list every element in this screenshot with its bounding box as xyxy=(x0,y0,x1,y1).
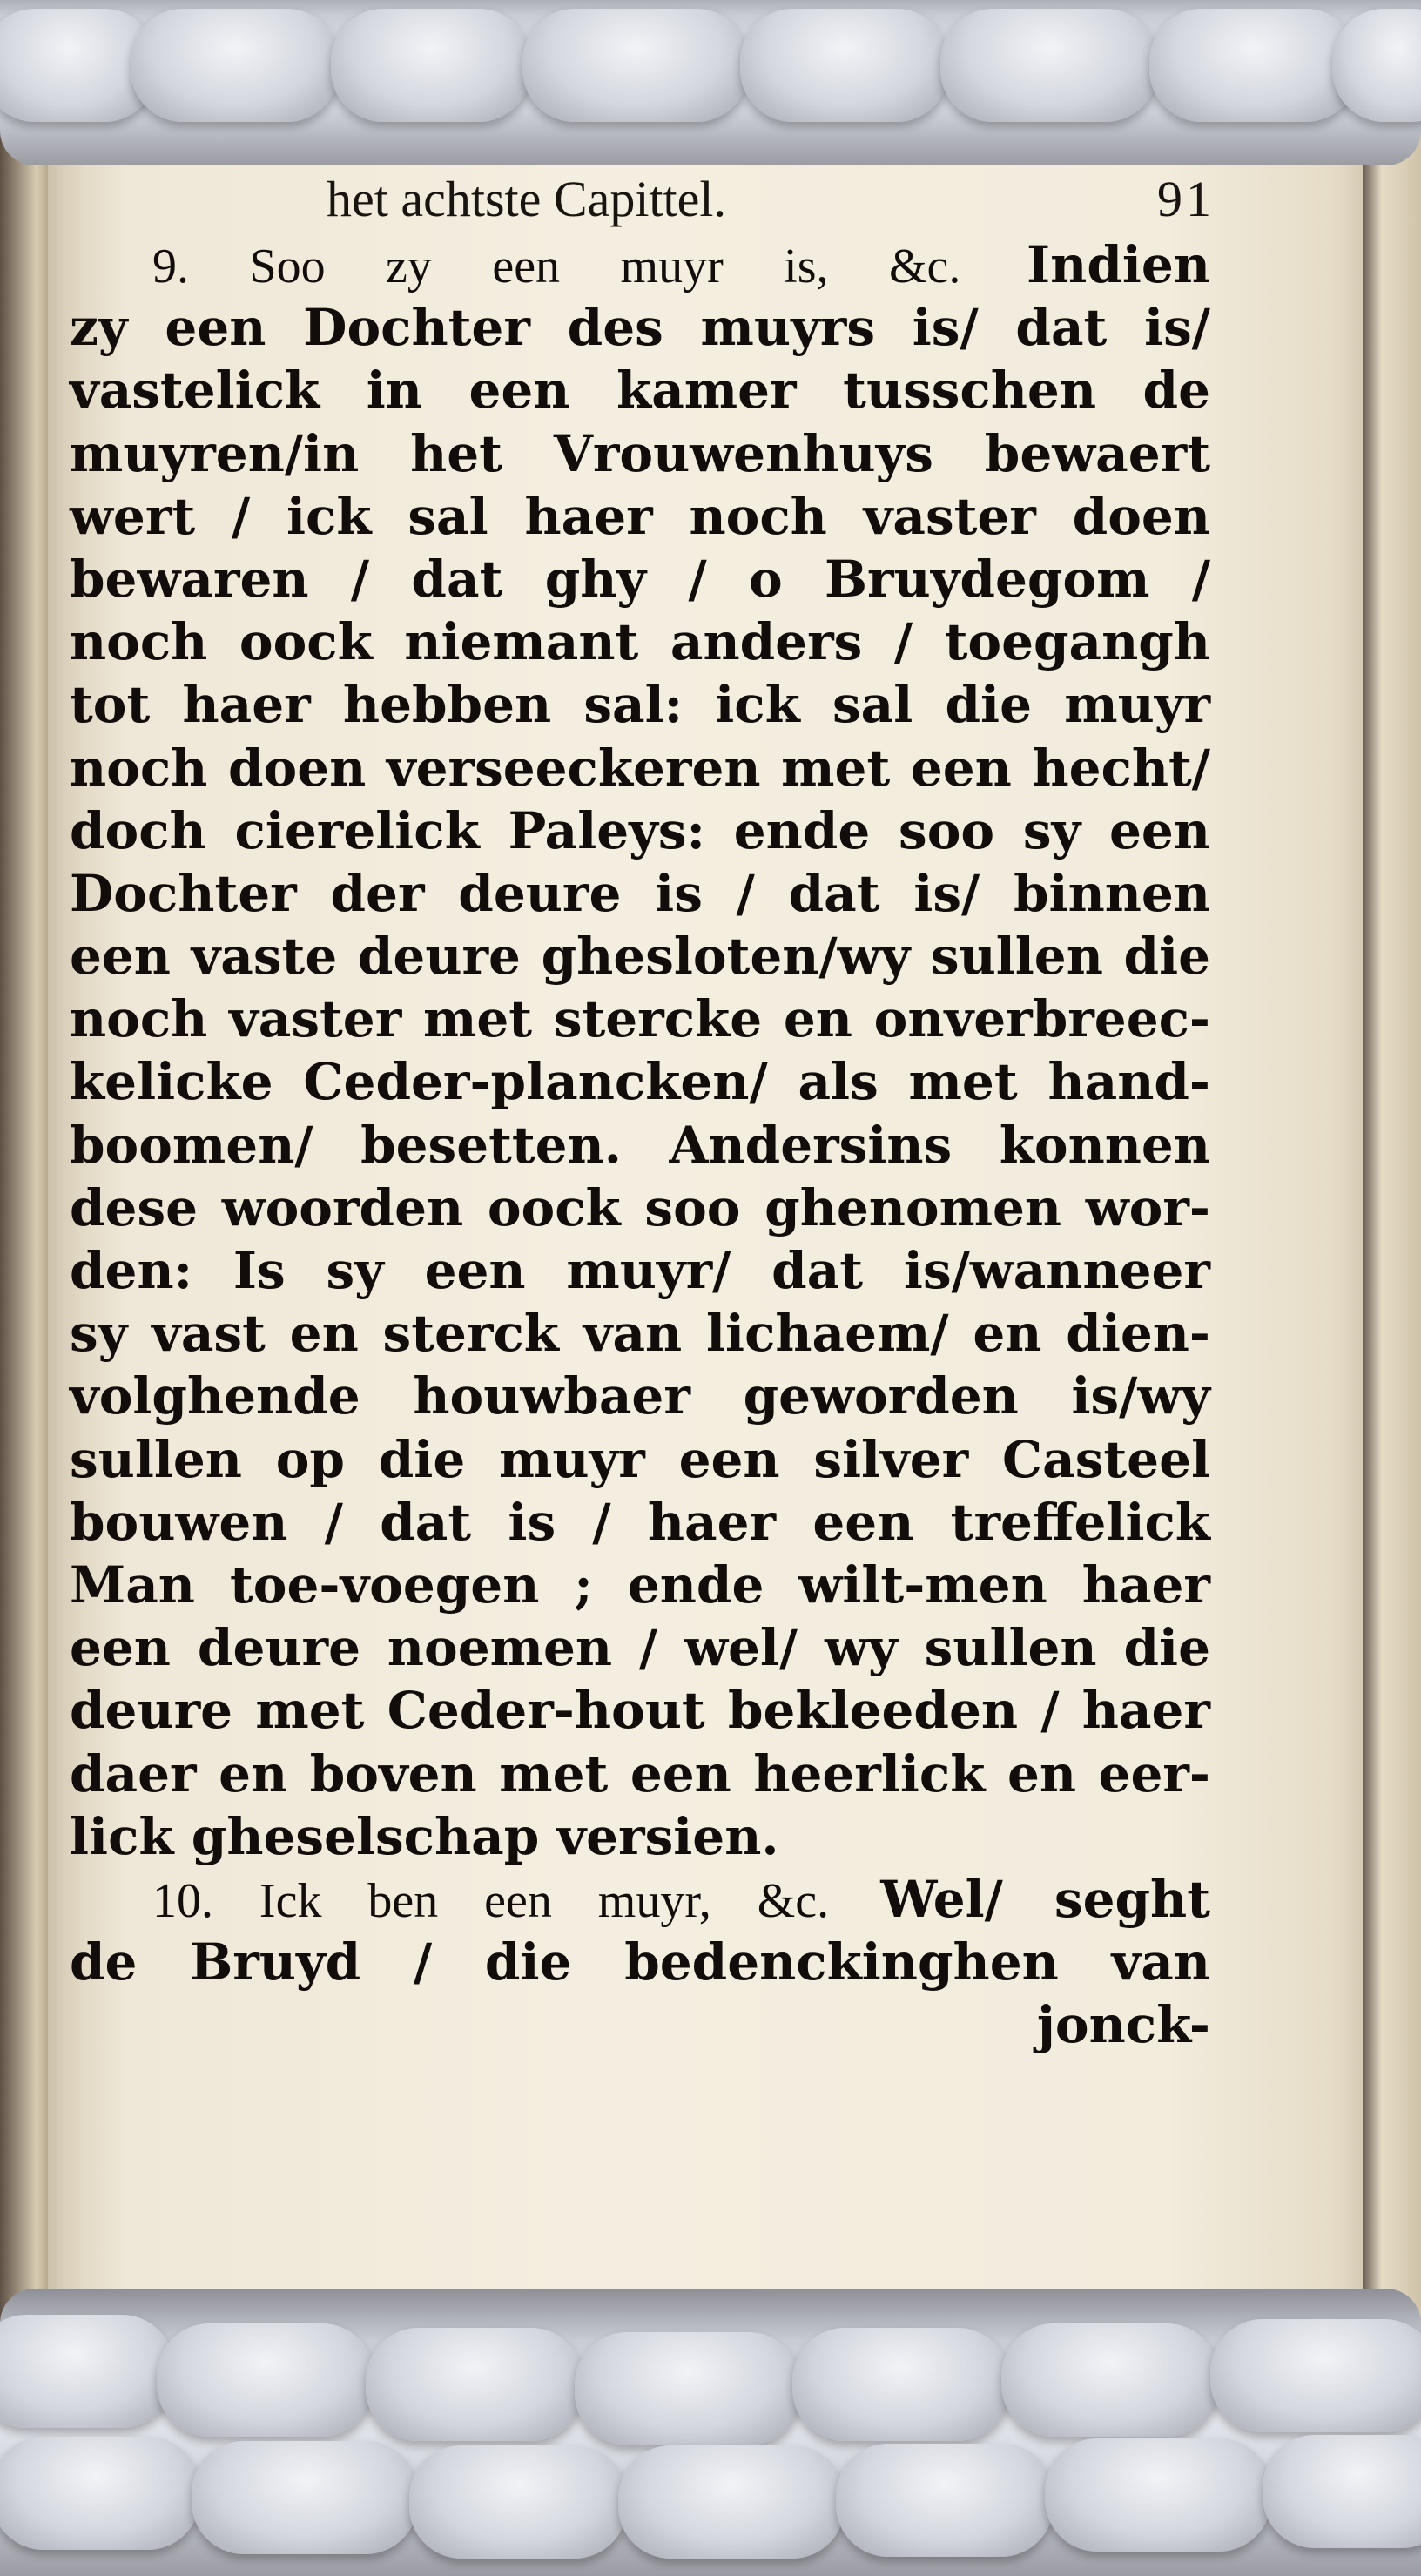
line-text: volghende houwbaer geworden is/wy xyxy=(70,1366,1210,1426)
line-text: doch cierelick Paleys: ende soo sy een xyxy=(70,800,1210,860)
book-binding-right xyxy=(1356,0,1421,2559)
line-text: bouwen / dat is / haer een treffelick xyxy=(70,1492,1210,1552)
text-line xyxy=(70,925,1210,988)
line-text: daer en boven met een heerlick en eer- xyxy=(70,1743,1210,1804)
chapter-title: het achtste Capittel. xyxy=(327,171,727,227)
line-text: jonck- xyxy=(1036,1995,1210,2055)
page-number: 91 xyxy=(1157,171,1215,227)
line-text: den: Is sy een muyr/ dat is/wanneer xyxy=(70,1241,1210,1300)
line-text: de Bruyd / die bedenckinghen van xyxy=(70,1932,1210,1993)
ribbon-band-top xyxy=(0,0,1421,165)
text-line xyxy=(70,1177,1210,1239)
text-line xyxy=(70,1491,1210,1554)
verse-reference: 10. Ick ben een muyr, &c. xyxy=(152,1873,830,1928)
line-text: sy vast en sterck van lichaem/ en dien- xyxy=(70,1304,1210,1364)
text-line xyxy=(70,1868,1210,1931)
line-text: kelicke Ceder-plancken/ als met hand- xyxy=(70,1052,1210,1112)
text-line xyxy=(70,610,1210,673)
text-line xyxy=(70,799,1210,862)
text-line xyxy=(70,1805,1210,1868)
line-text: wert / ick sal haer noch vaster doen xyxy=(70,486,1210,546)
line-text: Dochter der deure is / dat is/ binnen xyxy=(70,863,1210,923)
line-text: noch doen verseeckeren met een hecht/ xyxy=(70,738,1210,798)
line-text: bewaren / dat ghy / o Bruydegom / xyxy=(70,549,1210,609)
text-line xyxy=(70,1679,1210,1742)
text-line xyxy=(70,233,1210,296)
line-text: deure met Ceder-hout bekleeden / haer xyxy=(70,1681,1210,1741)
text-line xyxy=(70,422,1210,485)
line-text: dese woorden oock soo ghenomen wor- xyxy=(70,1177,1210,1237)
text-line xyxy=(70,1931,1210,1993)
line-text: een deure noemen / wel/ wy sullen die xyxy=(70,1618,1210,1678)
line-text: een vaste deure ghesloten/wy sullen die xyxy=(70,927,1210,987)
text-line xyxy=(70,988,1210,1050)
text-line xyxy=(70,1743,1210,1805)
line-text: Indien xyxy=(1027,235,1211,294)
text-line xyxy=(70,673,1210,736)
line-text: Man toe-voegen ; ende wilt-men haer xyxy=(70,1554,1210,1615)
text-line xyxy=(70,862,1210,925)
text-line xyxy=(70,1239,1210,1302)
text-line xyxy=(70,737,1210,799)
line-text: noch vaster met stercke en onverbreec- xyxy=(70,989,1210,1049)
line-text: boomen/ besetten. Andersins konnen xyxy=(70,1115,1210,1175)
text-line xyxy=(70,296,1210,359)
running-header xyxy=(327,170,1215,239)
text-line xyxy=(70,1993,1210,2056)
ribbon-band-bottom xyxy=(0,2289,1421,2576)
text-line xyxy=(70,1114,1210,1177)
text-line xyxy=(70,1365,1210,1427)
text-line xyxy=(70,1616,1210,1679)
line-text: vastelick in een kamer tusschen de xyxy=(70,361,1210,421)
line-text: tot haer hebben sal: ick sal die muyr xyxy=(70,675,1210,735)
text-line xyxy=(70,548,1210,610)
book-binding-left xyxy=(0,0,52,2559)
line-text: noch oock niemant anders / toegangh xyxy=(70,612,1210,672)
text-line xyxy=(70,359,1210,421)
line-text: zy een Dochter des muyrs is/ dat is/ xyxy=(70,298,1210,358)
verse-reference: 9. Soo zy een muyr is, &c. xyxy=(152,239,961,293)
text-line xyxy=(70,1302,1210,1365)
line-text: Wel/ seght xyxy=(880,1869,1211,1929)
text-line xyxy=(70,1428,1210,1491)
text-line xyxy=(70,1554,1210,1616)
text-line xyxy=(70,485,1210,548)
text-line xyxy=(70,1050,1210,1113)
line-text: muyren/in het Vrouwenhuys bewaert xyxy=(70,423,1210,483)
line-text: sullen op die muyr een silver Casteel xyxy=(70,1429,1210,1489)
page-body-text xyxy=(70,233,1210,2056)
line-text: lick gheselschap versien. xyxy=(70,1806,779,1866)
